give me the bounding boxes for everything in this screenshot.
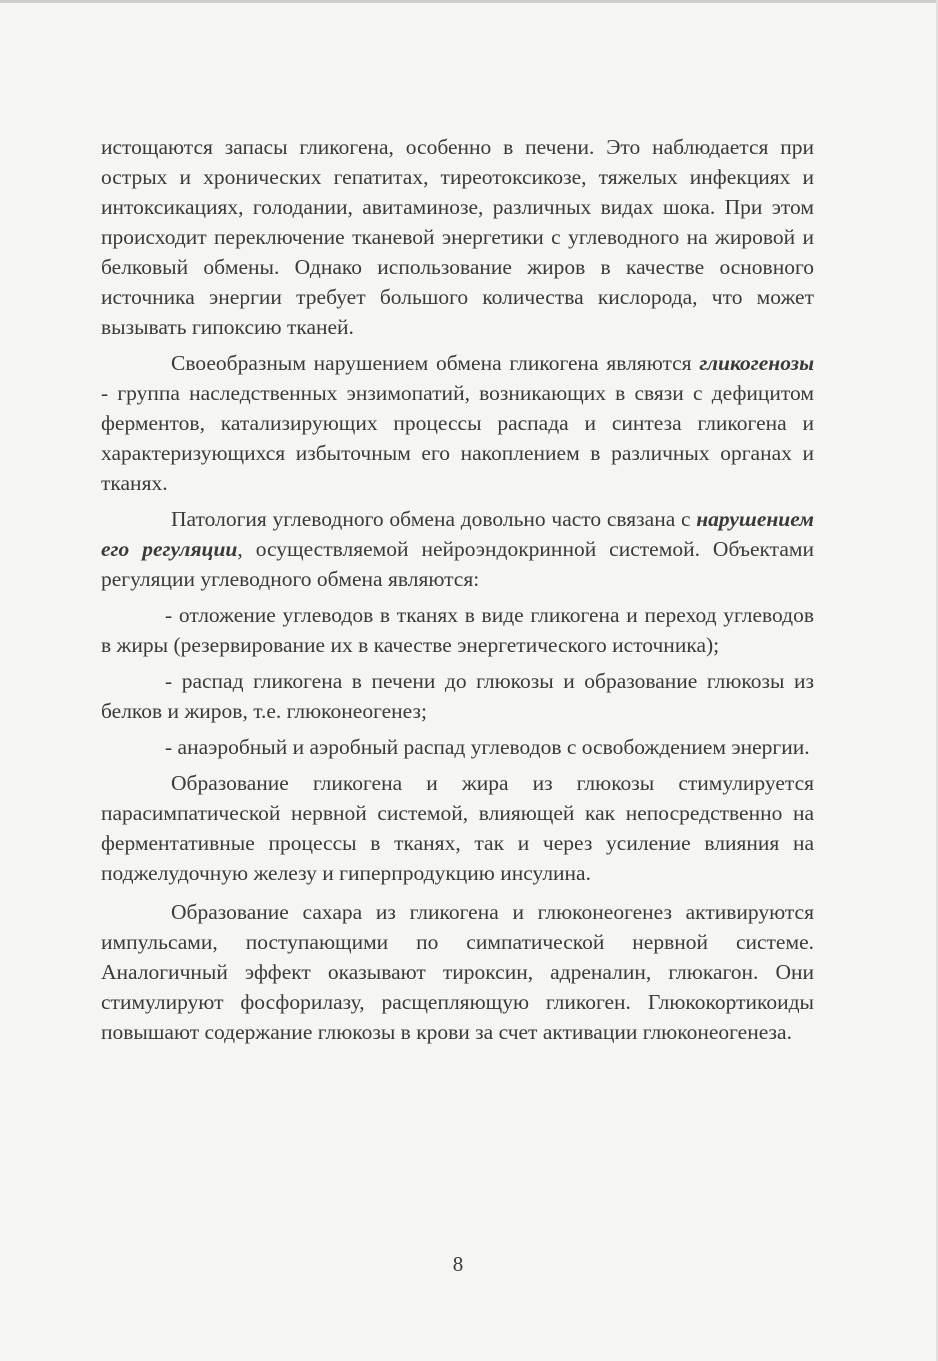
paragraph-2-rest: - группа наследственных энзимопатий, возникающих в связи с дефицитом ферментов, катализирующих процессы распада и синтеза гликогена и характеризующихся избыточным его накоплением в различных органах и тканях.	[101, 381, 814, 495]
paragraph-2-lead: Своеобразным нарушением обмена гликогена являются	[171, 351, 692, 375]
paragraph-3	[101, 504, 814, 594]
paragraph-3-lead: Патология углеводного обмена довольно часто связана с	[171, 507, 691, 531]
page-top-edge	[0, 0, 938, 3]
paragraph-3-rest: , осуществляемой нейроэндокринной системой. Объектами регуляции углеводного обмена являются:	[101, 537, 814, 591]
paragraph-1: истощаются запасы гликогена, особенно в печени. Это наблюдается при острых и хронических гепатитах, тиреотоксикозе, тяжелых инфекциях и интоксикациях, голодании, авитаминозе, различных видах шока. При этом происходит переключение тканевой энергетики с углеводного на жировой и белковый обмены. Однако использование жиров в качестве основного источника энергии требует большого количества кислорода, что может вызывать гипоксию тканей.	[101, 135, 814, 339]
paragraph-2	[101, 348, 814, 498]
paragraph-4: Образование гликогена и жира из глюкозы стимулируется парасимпатической нервной системой, влияющей как непосредственно на ферментативные процессы в тканях, так и через усиление влияния на поджелудочную железу и гиперпродукцию инсулина.	[101, 771, 814, 885]
paragraph-5: Образование сахара из гликогена и глюконеогенез активируются импульсами, поступающими по симпатической нервной системе. Аналогичный эффект оказывают тироксин, адреналин, глюкагон. Они стимулируют фосфорилазу, расщепляющую гликоген. Глюкокортикоиды повышают содержание глюкозы в крови за счет активации глюконеогенеза.	[101, 900, 814, 1044]
list-item-2: - распад гликогена в печени до глюкозы и образование глюкозы из белков и жиров, т.е. глюконеогенез;	[101, 669, 814, 723]
body-text	[101, 132, 814, 1047]
term-glycogenoses: гликогенозы	[699, 351, 814, 375]
list-item-1: - отложение углеводов в тканях в виде гликогена и переход углеводов в жиры (резервирование их в качестве энергетического источника);	[101, 603, 814, 657]
term-regulation-disorder: нарушением его регуляции	[101, 507, 814, 561]
list-item-3: - анаэробный и аэробный распад углеводов с освобождением энергии.	[165, 735, 810, 759]
page-number: 8	[452, 1252, 464, 1276]
